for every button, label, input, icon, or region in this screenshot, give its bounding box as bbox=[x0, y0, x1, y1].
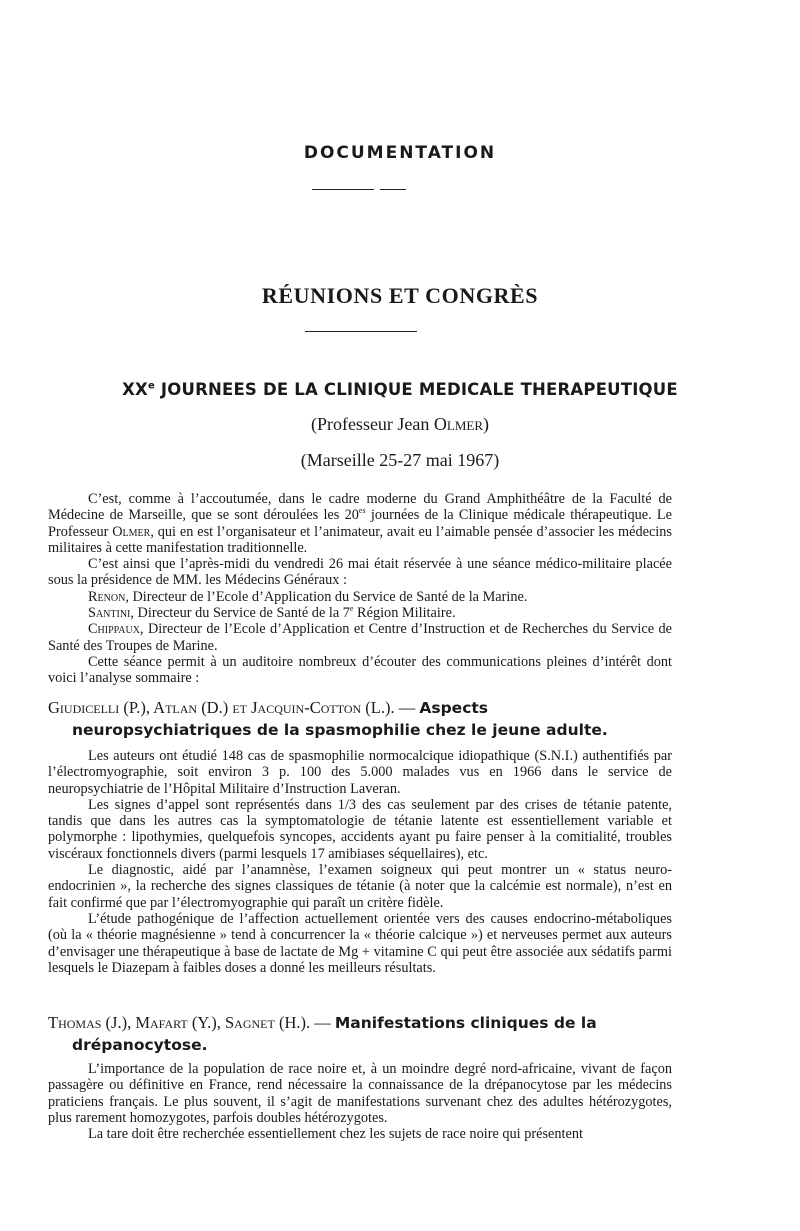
article-heading bbox=[48, 1012, 672, 1056]
article-title: Manifestations cliniques de la drépanocytose. bbox=[72, 1014, 597, 1054]
masthead: DOCUMENTATION bbox=[303, 143, 497, 163]
article-authors: Thomas (J.), Mafart (Y.), Sagnet (H.). — bbox=[48, 1013, 335, 1032]
intro-text bbox=[48, 491, 672, 687]
paragraph: Renon, Directeur de l’Ecole d’Application du Service de Santé de la Marine. bbox=[88, 588, 528, 605]
paragraph: Le diagnostic, aidé par l’anamnèse, l’examen soigneux qui peut montrer un « status neuro-endocrinien », la recherche des signes classiques de tétanie (à noter que la calcémie est normale), n’est en fait confirmé que par l’électromyographie qui paraît un critère fidèle. bbox=[48, 862, 672, 911]
article-text bbox=[48, 748, 672, 976]
paragraph: Cette séance permit à un auditoire nombreux d’écouter des communications pleines d’intérêt dont voici l’analyse sommaire : bbox=[48, 653, 672, 687]
paragraph: C’est ainsi que l’après-midi du vendredi 26 mai était réservée à une séance médico-militaire placée sous la présidence de MM. les Médecins Généraux : bbox=[48, 556, 672, 589]
paragraph: Les auteurs ont étudié 148 cas de spasmophilie normocalcique idiopathique (S.N.I.) authentifiés par l’électromyographie, soit environ 3 p. 100 des 5.000 malades vus en 1966 dans le service de neuropsychiatrie de l’Hôpital Militaire d’Instruction Laveran. bbox=[48, 748, 672, 797]
article-heading bbox=[48, 697, 672, 741]
paragraph: C’est, comme à l’accoutumée, dans le cadre moderne du Grand Amphithéâtre de la Faculté de Médecine de Marseille, que se sont déroulées les $20^{es}$ journées de la Clinique médicale thérapeutique. Le Professeur Olmer, qui en est l’organisateur et l’animateur, avait eu l’aimable pensée d’associer les médecins militaires à cette manifestation traditionnelle. bbox=[48, 491, 673, 556]
paragraph: Les signes d’appel sont représentés dans 1/3 des cas seulement par des crises de tétanie patente, tandis que dans les autres cas la symptomatologie de tétanie latente est essentiellement variable et polymorphe : lipothymies, quelquefois syncopes, accidents ayant pu faire penser à la comitialité, troubles viscéraux fonctionnels divers (parmi lesquels 17 amibiases séquellaires), etc. bbox=[48, 796, 672, 862]
section-title: RÉUNIONS ET CONGRÈS bbox=[261, 283, 539, 308]
paragraph: Chippaux, Directeur de l’Ecole d’Application et Centre d’Instruction et de Recherches du Service de Santé des Troupes de Marine. bbox=[48, 621, 672, 654]
paragraph: L’importance de la population de race noire et, à un moindre degré nord-africaine, vivant de façon passagère ou définitive en France, rend nécessaire la connaissance de la drépanocytose par les médecins praticiens français. Le plus souvent, il s’agit de manifestations survenant chez des adultes hétérozygotes, plus rarement homozygotes, parfois doubles hétérozygotes. bbox=[48, 1061, 672, 1126]
event-place-date: (Marseille 25-27 mai 1967) bbox=[300, 450, 500, 470]
article-text bbox=[48, 1061, 672, 1142]
masthead-rule-short bbox=[380, 189, 406, 190]
paragraph: L’étude pathogénique de l’affection actuellement orientée vers des causes endocrino-métaboliques (où la « théorie magnésienne » tend à concurrencer la « théorie calcique ») et nerveuses permet aux auteurs d’envisager une thérapeutique à base de lactate de Mg + vitamine C qui peut être associée aux sédatifs parmi lesquels le Diazepam à faibles doses a donné les meilleurs résultats. bbox=[48, 910, 672, 976]
masthead-rule bbox=[312, 189, 374, 190]
paragraph: La tare doit être recherchée essentiellement chez les sujets de race noire qui présentent bbox=[88, 1126, 583, 1143]
article-title: Aspects neuropsychiatriques de la spasmophilie chez le jeune adulte. bbox=[72, 699, 608, 739]
event-title: XXe JOURNEES DE LA CLINIQUE MEDICALE THERAPEUTIQUE bbox=[122, 380, 678, 399]
section-rule bbox=[305, 331, 417, 332]
event-professor: (Professeur Jean Olmer) bbox=[310, 414, 490, 434]
article-authors: Giudicelli (P.), Atlan (D.) et Jacquin-Cotton (L.). — bbox=[48, 698, 420, 717]
paragraph: Santini, Directeur du Service de Santé de la 7e Région Militaire. bbox=[88, 604, 456, 622]
